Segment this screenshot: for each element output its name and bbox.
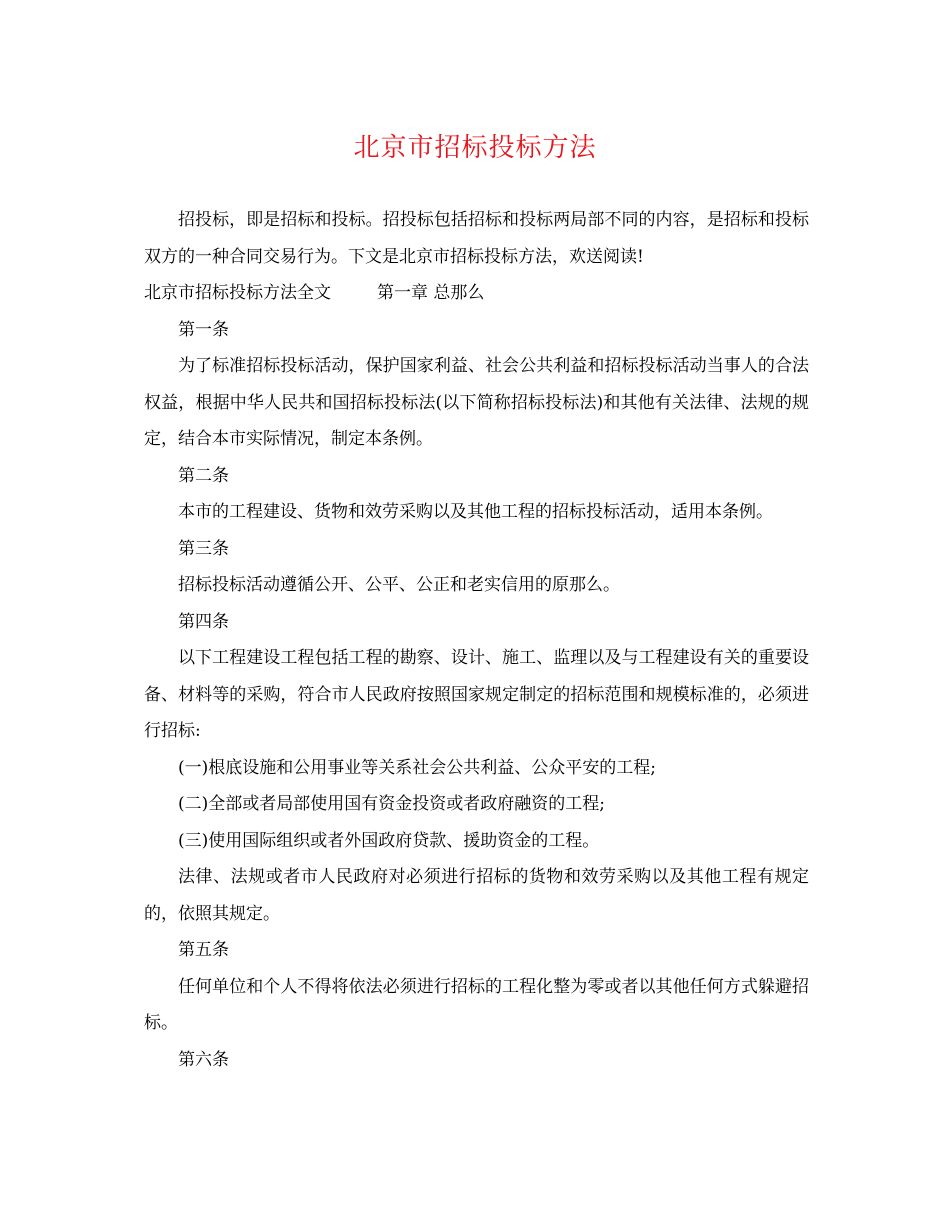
article-1-heading: 第一条 — [178, 319, 229, 340]
article-6-heading: 第六条 — [178, 1049, 229, 1070]
article-4-item-3: (三)使用国际组织或者外国政府贷款、援助资金的工程。 — [178, 830, 600, 851]
fulltext-line — [144, 275, 809, 312]
fulltext-label: 北京市招标投标方法全文 — [144, 283, 331, 303]
document-title: 北京市招标投标方法 — [353, 133, 597, 163]
document-body — [144, 202, 809, 1078]
article-3-heading: 第三条 — [178, 538, 229, 559]
chapter-heading: 第一章 总那么 — [377, 283, 485, 303]
article-1-text: 为了标准招标投标活动，保护国家利益、社会公共利益和招标投标活动当事人的合法权益，根据中华人民共和国招标投标法(以下简称招标投标法)和其他有关法律、法规的规定，结合本市实际情况，制定本条例。 — [144, 356, 809, 449]
article-4-heading: 第四条 — [178, 611, 229, 632]
article-4-item-1: (一)根底设施和公用事业等关系社会公共利益、公众平安的工程; — [178, 757, 656, 778]
article-5-text: 任何单位和个人不得将依法必须进行招标的工程化整为零或者以其他任何方式躲避招标。 — [144, 976, 809, 1033]
intro-paragraph: 招投标，即是招标和投标。招投标包括招标和投标两局部不同的内容，是招标和投标双方的一种合同交易行为。下文是北京市招标投标方法，欢送阅读! — [144, 210, 809, 267]
article-3-text: 招标投标活动遵循公开、公平、公正和老实信用的原那么。 — [178, 575, 620, 595]
article-4-text: 以下工程建设工程包括工程的勘察、设计、施工、监理以及与工程建设有关的重要设备、材料等的采购，符合市人民政府按照国家规定制定的招标范围和规模标准的，必须进行招标: — [144, 648, 809, 741]
article-2-heading: 第二条 — [178, 465, 229, 486]
article-4-item-2: (二)全部或者局部使用国有资金投资或者政府融资的工程; — [178, 794, 605, 814]
article-4-extra: 法律、法规或者市人民政府对必须进行招标的货物和效劳采购以及其他工程有规定的，依照其规定。 — [144, 867, 809, 924]
article-5-heading: 第五条 — [178, 940, 229, 960]
article-2-text: 本市的工程建设、货物和效劳采购以及其他工程的招标投标活动，适用本条例。 — [178, 502, 773, 522]
